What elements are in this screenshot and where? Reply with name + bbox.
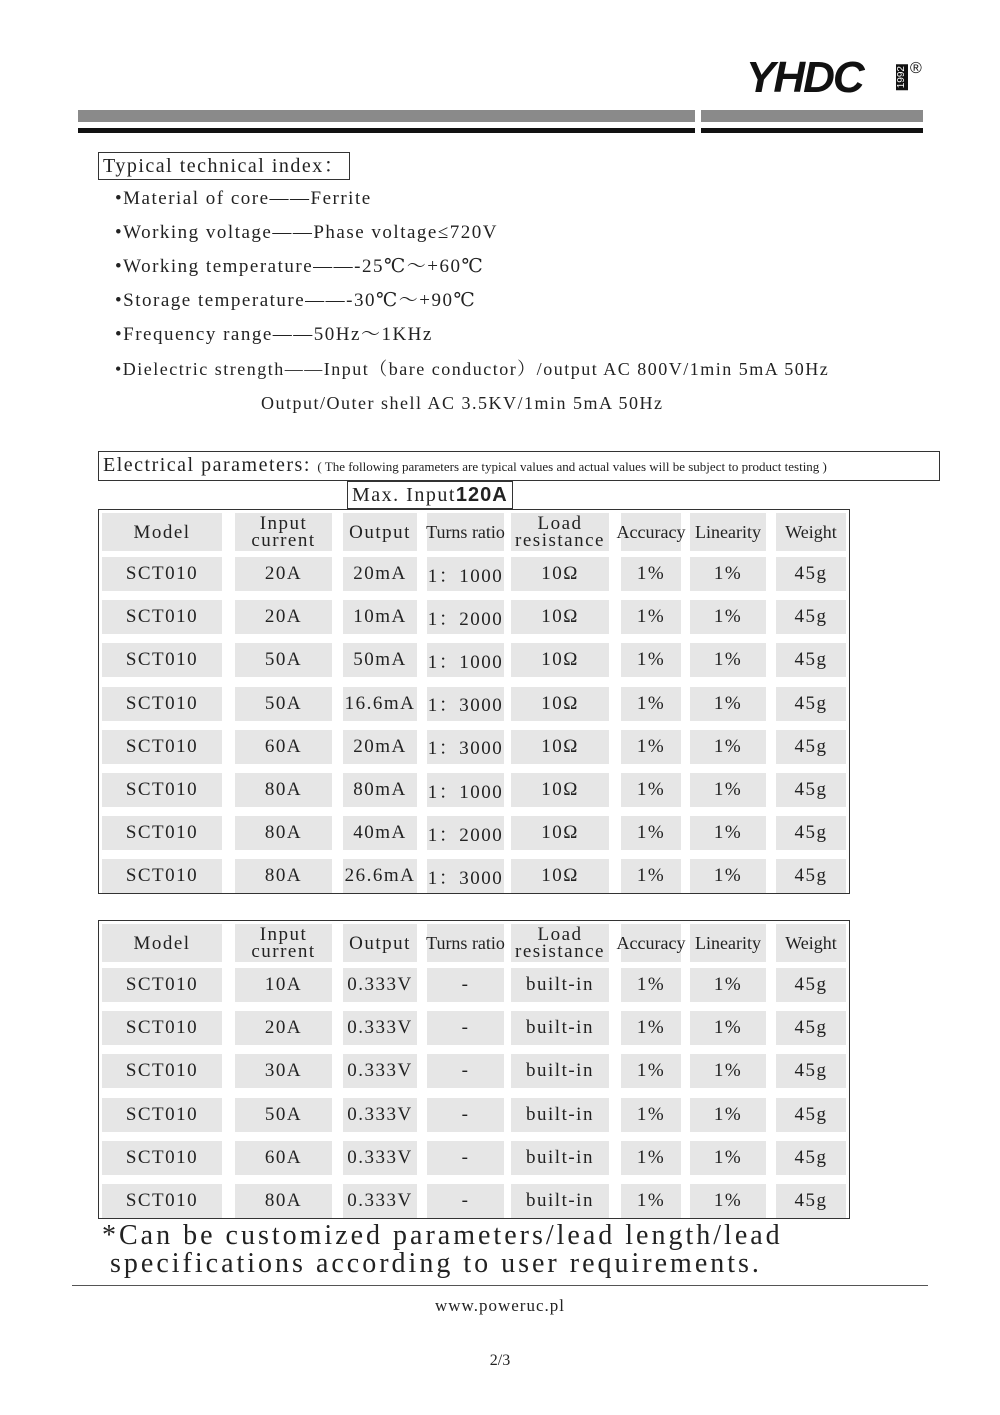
cell-model: SCT010 bbox=[102, 859, 222, 893]
customization-note-line-2: specifications according to user requirements. bbox=[110, 1248, 762, 1279]
page-number: 2/3 bbox=[489, 1352, 511, 1369]
cell-linearity: 1% bbox=[690, 600, 766, 634]
cell-accuracy: 1% bbox=[621, 1011, 681, 1045]
cell-linearity: 1% bbox=[690, 859, 766, 893]
header-load-resistance bbox=[511, 513, 609, 551]
cell-weight: 45g bbox=[776, 816, 846, 850]
spec-working-voltage: •Working voltage——Phase voltage≤720V bbox=[115, 222, 498, 243]
header-accuracy bbox=[616, 513, 686, 551]
cell-output: 0.333V bbox=[343, 1141, 417, 1175]
cell-load-resistance: 10Ω bbox=[511, 687, 609, 721]
cell-linearity: 1% bbox=[690, 1011, 766, 1045]
logo-text: YHDC bbox=[746, 53, 863, 102]
cell-turns-ratio: 1：2000 bbox=[427, 600, 504, 634]
cell-accuracy: 1% bbox=[621, 687, 681, 721]
cell-turns-ratio: 1：1000 bbox=[427, 557, 504, 591]
header-label: Turns ratio bbox=[426, 521, 505, 542]
header-label: Turns ratio bbox=[426, 932, 505, 953]
cell-load-resistance: 10Ω bbox=[511, 557, 609, 591]
cell-model: SCT010 bbox=[102, 600, 222, 634]
cell-load-resistance: built-in bbox=[511, 1011, 609, 1045]
cell-accuracy: 1% bbox=[621, 1054, 681, 1088]
cell-load-resistance: built-in bbox=[511, 1098, 609, 1132]
cell-accuracy: 1% bbox=[621, 859, 681, 893]
cell-input-current: 50A bbox=[235, 687, 332, 721]
header-output bbox=[343, 924, 417, 962]
max-input-value: 120A bbox=[455, 484, 508, 506]
cell-accuracy: 1% bbox=[621, 643, 681, 677]
header-bar-thick-left bbox=[78, 110, 695, 122]
cell-input-current: 80A bbox=[235, 1184, 332, 1218]
cell-load-resistance: built-in bbox=[511, 1184, 609, 1218]
cell-input-current: 50A bbox=[235, 643, 332, 677]
cell-accuracy: 1% bbox=[621, 730, 681, 764]
cell-turns-ratio: - bbox=[427, 968, 504, 1002]
max-input-label: Max. Input bbox=[352, 484, 456, 506]
header-label: resistance bbox=[515, 941, 605, 962]
cell-model: SCT010 bbox=[102, 1054, 222, 1088]
max-input-box bbox=[347, 481, 513, 509]
cell-turns-ratio: - bbox=[427, 1184, 504, 1218]
cell-output: 10mA bbox=[343, 600, 417, 634]
cell-linearity: 1% bbox=[690, 816, 766, 850]
cell-accuracy: 1% bbox=[621, 600, 681, 634]
cell-output: 16.6mA bbox=[343, 687, 417, 721]
electrical-parameters-title: Electrical parameters: bbox=[103, 454, 311, 476]
header-weight bbox=[776, 924, 846, 962]
parameters-table-voltage-output bbox=[98, 920, 850, 1219]
cell-weight: 45g bbox=[776, 1141, 846, 1175]
cell-linearity: 1% bbox=[690, 1184, 766, 1218]
cell-linearity: 1% bbox=[690, 557, 766, 591]
cell-weight: 45g bbox=[776, 1184, 846, 1218]
cell-input-current: 60A bbox=[235, 730, 332, 764]
cell-input-current: 50A bbox=[235, 1098, 332, 1132]
header-label: resistance bbox=[515, 530, 605, 551]
cell-turns-ratio: - bbox=[427, 1141, 504, 1175]
cell-weight: 45g bbox=[776, 557, 846, 591]
cell-weight: 45g bbox=[776, 1054, 846, 1088]
spec-core-material: •Material of core——Ferrite bbox=[115, 188, 372, 209]
cell-turns-ratio: - bbox=[427, 1098, 504, 1132]
cell-weight: 45g bbox=[776, 1098, 846, 1132]
cell-model: SCT010 bbox=[102, 968, 222, 1002]
spec-dielectric-strength-continued: Output/Outer shell AC 3.5KV/1min 5mA 50Hz bbox=[261, 393, 664, 413]
cell-input-current: 80A bbox=[235, 773, 332, 807]
cell-model: SCT010 bbox=[102, 730, 222, 764]
cell-model: SCT010 bbox=[102, 687, 222, 721]
header-label: current bbox=[251, 941, 316, 962]
cell-output: 26.6mA bbox=[343, 859, 417, 893]
electrical-parameters-box bbox=[98, 451, 940, 481]
header-bar-thin-right bbox=[701, 128, 923, 133]
cell-accuracy: 1% bbox=[621, 1098, 681, 1132]
cell-turns-ratio: - bbox=[427, 1011, 504, 1045]
cell-input-current: 20A bbox=[235, 1011, 332, 1045]
header-label: Accuracy bbox=[616, 521, 686, 542]
cell-accuracy: 1% bbox=[621, 1141, 681, 1175]
header-model bbox=[102, 924, 222, 962]
header-label: current bbox=[251, 530, 316, 551]
header-load-resistance bbox=[511, 924, 609, 962]
cell-linearity: 1% bbox=[690, 687, 766, 721]
header-input-current bbox=[235, 924, 332, 962]
cell-output: 50mA bbox=[343, 643, 417, 677]
cell-output: 80mA bbox=[343, 773, 417, 807]
cell-output: 0.333V bbox=[343, 1011, 417, 1045]
header-label: Model bbox=[133, 521, 191, 543]
header-label: Linearity bbox=[695, 932, 761, 953]
cell-input-current: 20A bbox=[235, 600, 332, 634]
header-label: Weight bbox=[785, 521, 837, 542]
registered-mark-icon: ® bbox=[910, 60, 922, 77]
cell-model: SCT010 bbox=[102, 557, 222, 591]
header-label: Accuracy bbox=[616, 932, 686, 953]
cell-load-resistance: built-in bbox=[511, 1054, 609, 1088]
cell-output: 0.333V bbox=[343, 1098, 417, 1132]
header-label: Load bbox=[537, 924, 583, 945]
cell-model: SCT010 bbox=[102, 816, 222, 850]
cell-linearity: 1% bbox=[690, 643, 766, 677]
cell-load-resistance: 10Ω bbox=[511, 730, 609, 764]
brand-logo bbox=[746, 53, 907, 102]
header-label: Output bbox=[349, 521, 411, 543]
cell-accuracy: 1% bbox=[621, 773, 681, 807]
cell-turns-ratio: 1：1000 bbox=[427, 773, 504, 807]
cell-linearity: 1% bbox=[690, 968, 766, 1002]
cell-weight: 45g bbox=[776, 730, 846, 764]
header-bar-thick-right bbox=[701, 110, 923, 122]
cell-input-current: 10A bbox=[235, 968, 332, 1002]
spec-dielectric-strength: •Dielectric strength——Input（bare conductor）/output AC 800V/1min 5mA 50Hz bbox=[115, 359, 830, 379]
cell-load-resistance: 10Ω bbox=[511, 859, 609, 893]
header-turns-ratio bbox=[427, 924, 504, 962]
cell-load-resistance: built-in bbox=[511, 1141, 609, 1175]
customization-note bbox=[102, 1222, 783, 1278]
cell-model: SCT010 bbox=[102, 1098, 222, 1132]
cell-model: SCT010 bbox=[102, 1184, 222, 1218]
header-turns-ratio bbox=[427, 513, 504, 551]
header-label: Weight bbox=[785, 932, 837, 953]
electrical-parameters-note: ( The following parameters are typical values and actual values will be subject to product testing ) bbox=[317, 459, 827, 474]
cell-model: SCT010 bbox=[102, 643, 222, 677]
header-label: Input bbox=[259, 924, 308, 945]
customization-note-line-1: *Can be customized parameters/lead length/lead bbox=[102, 1220, 783, 1251]
cell-linearity: 1% bbox=[690, 1054, 766, 1088]
header-bar-thin-left bbox=[78, 128, 695, 133]
cell-weight: 45g bbox=[776, 600, 846, 634]
cell-load-resistance: built-in bbox=[511, 968, 609, 1002]
cell-weight: 45g bbox=[776, 687, 846, 721]
cell-output: 0.333V bbox=[343, 1184, 417, 1218]
cell-turns-ratio: 1：1000 bbox=[427, 643, 504, 677]
cell-turns-ratio: 1：3000 bbox=[427, 730, 504, 764]
cell-weight: 45g bbox=[776, 968, 846, 1002]
spec-frequency-range: •Frequency range——50Hz～1KHz bbox=[115, 324, 433, 345]
header-input-current bbox=[235, 513, 332, 551]
parameters-table-current-output bbox=[98, 509, 850, 894]
cell-turns-ratio: 1：3000 bbox=[427, 859, 504, 893]
cell-accuracy: 1% bbox=[621, 816, 681, 850]
footer-url: www.poweruc.pl bbox=[435, 1296, 565, 1315]
logo-year: 1992 bbox=[896, 66, 907, 89]
spec-working-temperature: •Working temperature——-25℃～+60℃ bbox=[115, 256, 485, 277]
cell-output: 20mA bbox=[343, 557, 417, 591]
header-accuracy bbox=[616, 924, 686, 962]
cell-linearity: 1% bbox=[690, 1098, 766, 1132]
cell-load-resistance: 10Ω bbox=[511, 600, 609, 634]
cell-linearity: 1% bbox=[690, 1141, 766, 1175]
header-label: Load bbox=[537, 513, 583, 534]
spec-storage-temperature: •Storage temperature——-30℃～+90℃ bbox=[115, 290, 477, 311]
cell-weight: 45g bbox=[776, 1011, 846, 1045]
cell-turns-ratio: - bbox=[427, 1054, 504, 1088]
header-label: Model bbox=[133, 932, 191, 954]
cell-output: 20mA bbox=[343, 730, 417, 764]
cell-model: SCT010 bbox=[102, 1011, 222, 1045]
footer-divider bbox=[72, 1285, 928, 1286]
cell-load-resistance: 10Ω bbox=[511, 816, 609, 850]
cell-accuracy: 1% bbox=[621, 968, 681, 1002]
header-weight bbox=[776, 513, 846, 551]
cell-linearity: 1% bbox=[690, 730, 766, 764]
cell-weight: 45g bbox=[776, 859, 846, 893]
cell-accuracy: 1% bbox=[621, 1184, 681, 1218]
cell-linearity: 1% bbox=[690, 773, 766, 807]
cell-input-current: 20A bbox=[235, 557, 332, 591]
header-label: Input bbox=[259, 513, 308, 534]
cell-input-current: 80A bbox=[235, 816, 332, 850]
header-label: Linearity bbox=[695, 521, 761, 542]
header-linearity bbox=[690, 513, 766, 551]
cell-model: SCT010 bbox=[102, 773, 222, 807]
cell-input-current: 80A bbox=[235, 859, 332, 893]
cell-load-resistance: 10Ω bbox=[511, 643, 609, 677]
technical-index-title: Typical technical index： bbox=[98, 152, 350, 180]
cell-input-current: 30A bbox=[235, 1054, 332, 1088]
cell-turns-ratio: 1：3000 bbox=[427, 687, 504, 721]
cell-model: SCT010 bbox=[102, 1141, 222, 1175]
header-linearity bbox=[690, 924, 766, 962]
cell-output: 0.333V bbox=[343, 968, 417, 1002]
cell-weight: 45g bbox=[776, 643, 846, 677]
cell-load-resistance: 10Ω bbox=[511, 773, 609, 807]
cell-turns-ratio: 1：2000 bbox=[427, 816, 504, 850]
header-label: Output bbox=[349, 932, 411, 954]
cell-accuracy: 1% bbox=[621, 557, 681, 591]
cell-output: 0.333V bbox=[343, 1054, 417, 1088]
cell-input-current: 60A bbox=[235, 1141, 332, 1175]
header-output bbox=[343, 513, 417, 551]
cell-weight: 45g bbox=[776, 773, 846, 807]
header-model bbox=[102, 513, 222, 551]
cell-output: 40mA bbox=[343, 816, 417, 850]
